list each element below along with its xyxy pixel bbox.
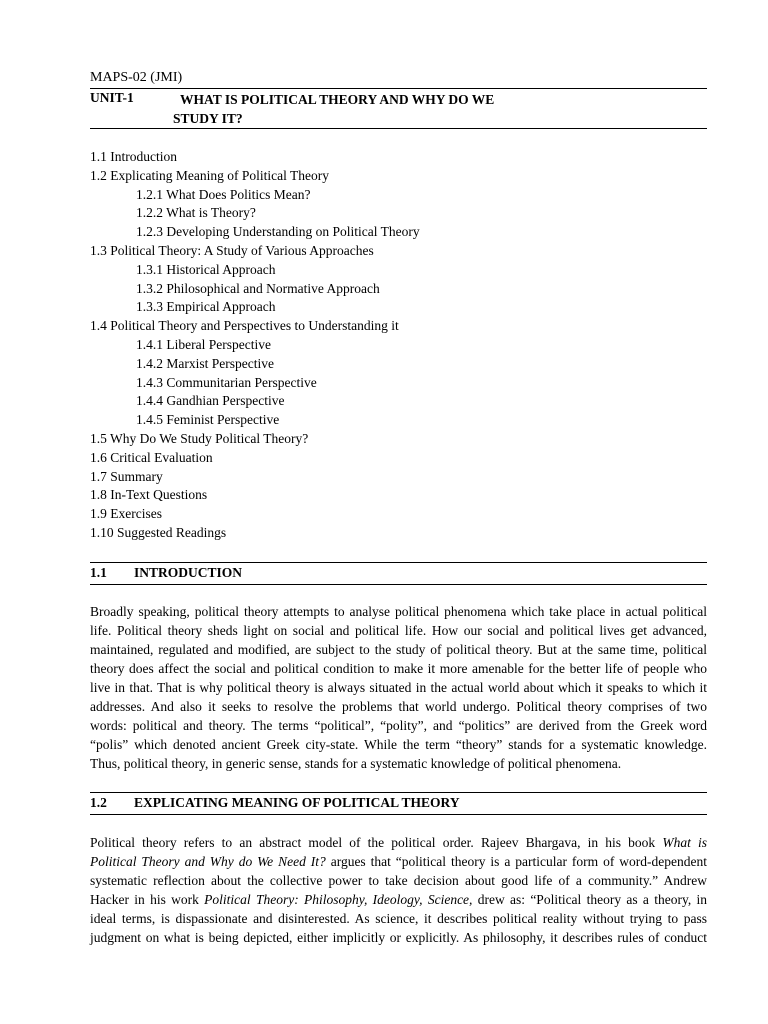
section-1-paragraph xyxy=(90,602,707,773)
unit-label: UNIT-1 xyxy=(90,90,134,105)
paragraph-line: live in that. That is why political theory is always situated in the actual world about which it speaks to which it xyxy=(90,680,707,695)
course-code: MAPS-02 (JMI) xyxy=(90,70,183,85)
toc-item: 1.4.2 Marxist Perspective xyxy=(136,355,274,371)
paragraph-line: words: political and theory. The terms “political”, “polity”, and “politics” are derived from the Greek word xyxy=(90,718,707,733)
paragraph-line: Hacker in his work Political Theory: Philosophy, Ideology, Science, drew as: “Political theory as a theory, in xyxy=(90,892,708,907)
toc-item: 1.4.3 Communitarian Perspective xyxy=(136,374,317,390)
toc-item: 1.8 In-Text Questions xyxy=(90,487,208,503)
toc-item: 1.4 Political Theory and Perspectives to Understanding it xyxy=(90,318,399,334)
section-2-top-rule xyxy=(90,792,707,793)
toc-item: 1.2.1 What Does Politics Mean? xyxy=(136,186,311,202)
paragraph-line: judgment on what is being depicted, either implicitly or explicitly. As philosophy, it describes rules of conduct xyxy=(90,930,707,945)
toc-item: 1.4.4 Gandhian Perspective xyxy=(136,393,285,409)
section-1-bottom-rule xyxy=(90,584,707,585)
section-1-number: 1.1 xyxy=(90,565,107,580)
toc-item: 1.6 Critical Evaluation xyxy=(90,449,213,465)
book-title: Political Theory and Why do We Need It? xyxy=(90,854,326,869)
toc-item: 1.10 Suggested Readings xyxy=(90,524,227,540)
section-1-heading xyxy=(90,565,242,581)
paragraph-line: “polis” which denoted ancient Greek city-state. While the term “theory” stands for a systematic knowledge. xyxy=(90,737,707,752)
paragraph-line: ideal terms, is dispassionate and disinterested. As science, it describes political reality without trying to pass xyxy=(90,911,707,926)
section-1-title: INTRODUCTION xyxy=(134,565,243,580)
unit-title-line-2: STUDY IT? xyxy=(173,111,243,126)
paragraph-line: maintained, regulated and modified, are subject to the study of political theory. But at the same time, political xyxy=(90,642,707,657)
unit-title xyxy=(173,90,600,128)
unit-title-line-1: WHAT IS POLITICAL THEORY AND WHY DO WE xyxy=(180,92,495,107)
paragraph-line: Political theory refers to an abstract model of the political order. Rajeev Bhargava, in his book What is xyxy=(90,835,707,850)
toc-item: 1.4.1 Liberal Perspective xyxy=(136,336,271,352)
header-top-rule xyxy=(90,88,707,89)
book-title: Political Theory: Philosophy, Ideology, Science, xyxy=(204,892,473,907)
header-bottom-rule xyxy=(90,128,707,129)
section-2-title: EXPLICATING MEANING OF POLITICAL THEORY xyxy=(134,795,460,810)
paragraph-line: Thus, political theory, in generic sense, stands for a systematic knowledge of political phenomena. xyxy=(90,756,622,771)
section-2-heading xyxy=(90,795,460,811)
toc-item: 1.9 Exercises xyxy=(90,506,162,522)
toc-item: 1.5 Why Do We Study Political Theory? xyxy=(90,430,309,446)
paragraph-line: theory does affect the social and political condition to make it more amenable for the better life of people who xyxy=(90,661,707,676)
paragraph-line: Broadly speaking, political theory attempts to analyse political phenomena which take place in actual political xyxy=(90,604,707,619)
toc-item: 1.2.2 What is Theory? xyxy=(136,205,256,221)
book-title: What is xyxy=(662,835,707,850)
toc-item: 1.1 Introduction xyxy=(90,149,177,164)
toc-item: 1.2.3 Developing Understanding on Political Theory xyxy=(136,224,420,240)
toc-item: 1.3.1 Historical Approach xyxy=(136,261,276,277)
section-2-paragraph xyxy=(90,833,707,947)
toc-item: 1.2 Explicating Meaning of Political Theory xyxy=(90,167,329,183)
toc-item: 1.7 Summary xyxy=(90,468,163,484)
paragraph-line: Political Theory and Why do We Need It? argues that “political theory is a particular form of word-dependent xyxy=(90,854,707,869)
toc-item: 1.3.2 Philosophical and Normative Approach xyxy=(136,280,380,296)
table-of-contents xyxy=(90,148,420,543)
section-1-top-rule xyxy=(90,562,707,563)
toc-item: 1.3.3 Empirical Approach xyxy=(136,299,276,315)
section-2-bottom-rule xyxy=(90,814,707,815)
section-2-number: 1.2 xyxy=(90,795,107,810)
toc-item: 1.4.5 Feminist Perspective xyxy=(136,412,280,428)
toc-item: 1.3 Political Theory: A Study of Various Approaches xyxy=(90,242,374,258)
paragraph-line: addresses. And also it seeks to resolve the problems that world undergo. Political theory comprises of two xyxy=(90,699,707,714)
paragraph-line: systematic reflection about the collective power to take decision about good life of a community.” Andrew xyxy=(90,873,707,888)
paragraph-line: life. Political theory sheds light on social and political life. How our social and political lives get advanced, xyxy=(90,623,707,638)
